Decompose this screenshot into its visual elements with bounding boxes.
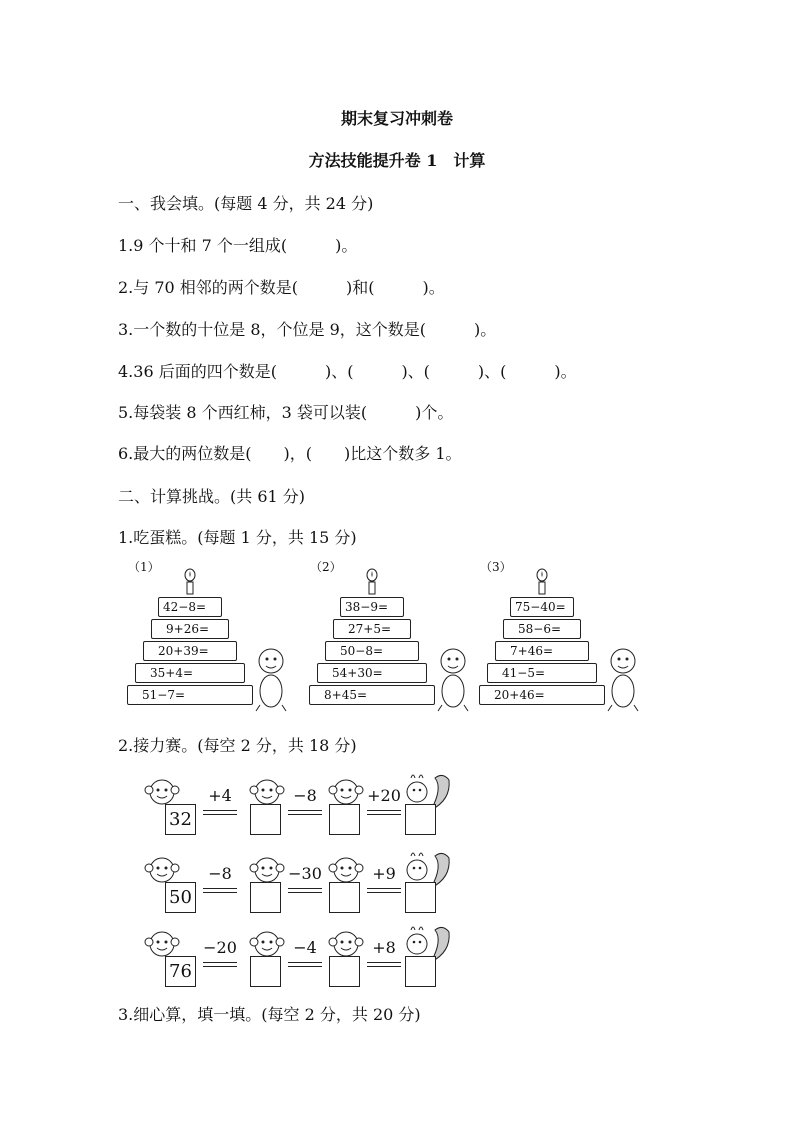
question-4: 4.36 后面的四个数是( )、( )、( )、( )。 [118, 362, 577, 381]
relay-arrow-line [367, 888, 401, 893]
monkey-icon [246, 643, 296, 713]
relay-arrow-line [367, 810, 401, 815]
relay-arrow-line [203, 888, 237, 893]
relay-answer-box[interactable] [405, 804, 436, 835]
cake-tier: 50−8= [325, 641, 419, 661]
cake-tier: 7+46= [495, 641, 589, 661]
cat-icon [598, 643, 648, 713]
dog-icon [428, 643, 478, 713]
page-subtitle: 方法技能提升卷 1 计算 [308, 151, 486, 170]
section2-heading: 二、计算挑战。(共 61 分) [118, 487, 306, 506]
relay-arrow-line [288, 962, 322, 967]
cake-label: （1） [128, 560, 160, 574]
relay-operation: −8 [208, 864, 232, 883]
relay-operation: +8 [372, 938, 396, 957]
relay-arrow-line [288, 810, 322, 815]
cake-tier: 27+5= [333, 619, 411, 639]
relay-operation: +20 [367, 786, 401, 805]
cake-label: （2） [310, 560, 342, 574]
relay-answer-box[interactable] [250, 882, 281, 913]
candle-icon [530, 568, 554, 596]
cake-tier: 38−9= [340, 597, 404, 617]
question-1: 1.9 个十和 7 个一组成( )。 [118, 236, 358, 255]
candle-icon [360, 568, 384, 596]
relay-arrow-line [203, 810, 237, 815]
cake-tier: 51−7= [127, 685, 253, 705]
relay-start-number: 76 [165, 956, 196, 987]
relay-arrow-line [203, 962, 237, 967]
cake-tier: 35+4= [135, 663, 245, 683]
relay-operation: −20 [203, 938, 237, 957]
subsection-relay: 2.接力赛。(每空 2 分，共 18 分) [118, 736, 357, 755]
relay-answer-box[interactable] [250, 956, 281, 987]
relay-answer-box[interactable] [329, 882, 360, 913]
relay-answer-box[interactable] [405, 882, 436, 913]
cake-tier: 20+39= [143, 641, 237, 661]
relay-operation: −4 [293, 938, 317, 957]
cake-tier: 41−5= [487, 663, 597, 683]
cake-tier: 20+46= [479, 685, 605, 705]
cake-tier: 54+30= [317, 663, 427, 683]
relay-answer-box[interactable] [329, 804, 360, 835]
relay-start-number: 32 [165, 804, 196, 835]
question-3: 3.一个数的十位是 8，个位是 9，这个数是( )。 [118, 320, 497, 339]
relay-answer-box[interactable] [405, 956, 436, 987]
candle-icon [178, 568, 202, 596]
relay-operation: −30 [288, 864, 322, 883]
relay-operation: −8 [293, 786, 317, 805]
relay-operation: +9 [372, 864, 396, 883]
relay-arrow-line [288, 888, 322, 893]
section1-heading: 一、我会填。(每题 4 分，共 24 分) [118, 194, 374, 213]
cake-label: （3） [480, 560, 512, 574]
cake-tier: 58−6= [503, 619, 581, 639]
question-5: 5.每袋装 8 个西红柿，3 袋可以装( )个。 [118, 403, 454, 422]
question-6: 6.最大的两位数是( )，( )比这个数多 1。 [118, 444, 462, 463]
relay-answer-box[interactable] [329, 956, 360, 987]
relay-start-number: 50 [165, 882, 196, 913]
cake-tier: 8+45= [309, 685, 435, 705]
page-title: 期末复习冲刺卷 [340, 109, 453, 128]
relay-operation: +4 [208, 786, 232, 805]
subsection-cakes: 1.吃蛋糕。(每题 1 分，共 15 分) [118, 528, 357, 547]
subsection-fill: 3.细心算，填一填。(每空 2 分，共 20 分) [118, 1005, 421, 1024]
relay-answer-box[interactable] [250, 804, 281, 835]
relay-arrow-line [367, 962, 401, 967]
question-2: 2.与 70 相邻的两个数是( )和( )。 [118, 278, 445, 297]
cake-tier: 9+26= [151, 619, 229, 639]
cake-tier: 75−40= [510, 597, 574, 617]
cake-tier: 42−8= [158, 597, 222, 617]
